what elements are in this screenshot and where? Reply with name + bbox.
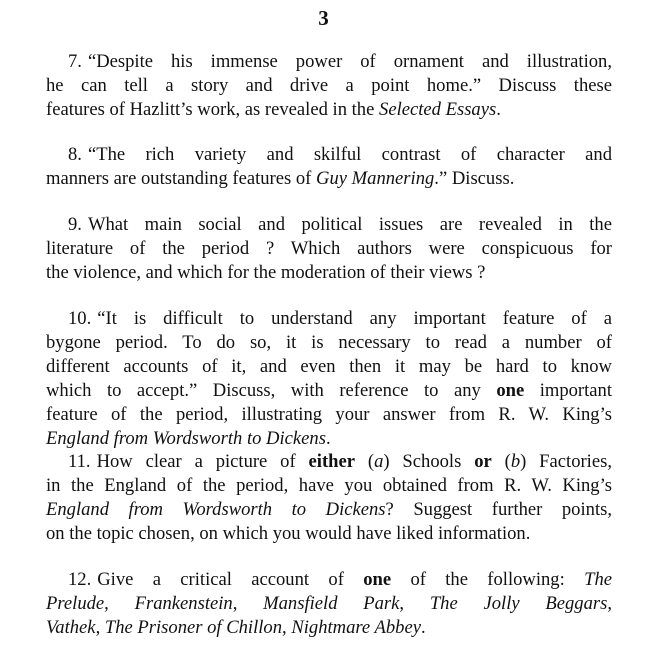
question-text: in the England of the period, have you obtained from R. W. King’s <box>46 475 612 496</box>
book-title: The <box>584 569 612 590</box>
question-12 <box>46 568 612 640</box>
question-number: 11. <box>68 451 91 472</box>
question-line <box>46 568 612 592</box>
question-line <box>46 498 612 522</box>
question-number: 10. <box>68 308 92 329</box>
book-title: Selected Essays <box>379 99 497 120</box>
question-text: literature of the period ? Which authors were conspicuous for <box>46 238 612 259</box>
question-text: What main social and political issues are revealed in the <box>87 214 612 235</box>
emphasis-bold: one <box>363 569 392 590</box>
emphasis-bold: either <box>308 451 356 472</box>
question-text: ) Schools <box>383 451 475 472</box>
option-letter: a <box>374 451 384 472</box>
question-11 <box>46 450 612 546</box>
question-text: , <box>95 617 105 638</box>
question-text: of the following: <box>391 569 585 590</box>
question-line <box>46 331 612 355</box>
question-10 <box>46 307 612 451</box>
question-8 <box>46 143 612 191</box>
question-text: . <box>420 617 426 638</box>
question-line <box>46 98 612 122</box>
question-line <box>46 307 612 331</box>
question-text: “It is difficult to understand any important feature of a <box>97 308 612 329</box>
emphasis-bold: or <box>474 451 492 472</box>
book-title: Prelude <box>46 593 105 614</box>
question-line <box>46 522 612 546</box>
book-title: Guy Mannering <box>316 168 435 189</box>
question-text: he can tell a story and drive a point home.” Discuss these <box>46 75 612 96</box>
question-text: which to accept.” Discuss, with reference to any <box>46 380 497 401</box>
book-title: The Jolly Beggars <box>429 593 608 614</box>
question-text: on the topic chosen, on which you would have liked information. <box>46 523 531 544</box>
question-number: 12. <box>68 569 92 590</box>
question-text: different accounts of it, and even then it may be hard to know <box>46 356 612 377</box>
question-text: , <box>607 593 613 614</box>
question-line <box>46 403 612 427</box>
question-text: “The rich variety and skilful contrast of character and <box>87 144 612 165</box>
question-line <box>46 355 612 379</box>
book-title: Frankenstein <box>134 593 233 614</box>
question-line <box>46 592 612 616</box>
question-text: , <box>399 593 430 614</box>
question-text: ) Factories, <box>520 451 612 472</box>
option-letter: b <box>510 451 521 472</box>
question-text: , <box>232 593 264 614</box>
book-title: Vathek <box>46 617 96 638</box>
question-text: , <box>104 593 135 614</box>
book-title: England from Wordsworth to Dickens <box>46 428 326 449</box>
question-text: ? Suggest further points, <box>385 499 612 520</box>
question-text: . <box>496 99 501 120</box>
book-title: England from Wordsworth to Dickens <box>46 499 386 520</box>
question-text: important <box>524 380 613 401</box>
question-text: bygone period. To do so, it is necessary to read a number of <box>46 332 612 353</box>
question-text: .” Discuss. <box>434 168 515 189</box>
question-text: . <box>325 428 331 449</box>
emphasis-bold: one <box>496 380 525 401</box>
question-text: the violence, and which for the moderation of their views ? <box>46 262 486 283</box>
question-line <box>46 427 612 451</box>
question-line <box>46 213 612 237</box>
question-number: 7. <box>68 51 82 72</box>
page-number: 3 <box>318 6 329 30</box>
question-text: ( <box>491 451 511 472</box>
question-line <box>46 74 612 98</box>
question-number: 8. <box>68 144 82 165</box>
question-line <box>46 616 612 640</box>
question-text: How clear a picture of <box>96 451 309 472</box>
question-line <box>46 474 612 498</box>
question-line <box>46 167 612 191</box>
question-line <box>46 261 612 285</box>
question-line <box>46 379 612 403</box>
question-text: “Despite his immense power of ornament and illustration, <box>87 51 612 72</box>
question-text: Give a critical account of <box>97 569 364 590</box>
question-text: , <box>282 617 292 638</box>
book-title: The Prisoner of Chillon <box>104 617 283 638</box>
question-9 <box>46 213 612 285</box>
question-text: ( <box>355 451 375 472</box>
question-line <box>46 143 612 167</box>
question-text: manners are outstanding features of <box>46 168 317 189</box>
question-number: 9. <box>68 214 82 235</box>
question-text: feature of the period, illustrating your answer from R. W. King’s <box>46 404 612 425</box>
book-title: Mansfield Park <box>263 593 400 614</box>
question-line <box>46 237 612 261</box>
question-text: features of Hazlitt’s work, as revealed in the <box>46 99 380 120</box>
book-title: Nightmare Abbey <box>291 617 421 638</box>
question-line <box>46 450 612 474</box>
question-line <box>46 50 612 74</box>
question-7 <box>46 50 612 122</box>
